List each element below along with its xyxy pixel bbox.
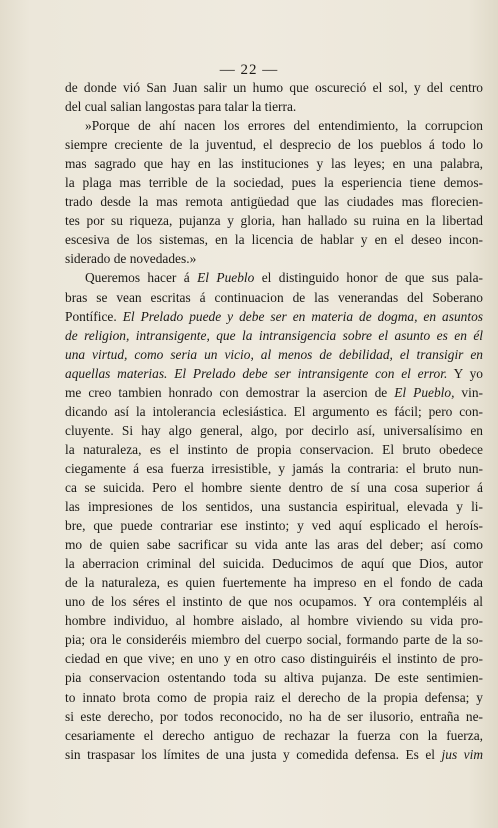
text-line — [65, 573, 483, 592]
text-line — [65, 478, 483, 497]
text-run: el distinguido honor de que sus pala- — [254, 270, 483, 286]
text-line — [65, 307, 483, 326]
page-number: — 22 — — [219, 62, 279, 78]
text-line — [65, 707, 483, 726]
text-line — [65, 611, 483, 630]
text-run: mo de quien sabe sacrificar su vida ante las aras del deber; así como — [65, 537, 483, 553]
text-line — [65, 516, 483, 535]
text-run: de donde vió San Juan salir un humo que oscureció el sol, y del centro — [65, 80, 483, 95]
text-run: las impresiones de los sentidos, una sustancia espiritual, elevada y li- — [65, 499, 483, 515]
text-run: Y yo — [447, 365, 483, 381]
italic-text: El Pueblo — [197, 270, 255, 286]
text-run: to innato brota como de propia raiz el derecho de la propia defensa; y — [65, 689, 483, 705]
text-line — [65, 383, 483, 402]
text-line — [65, 192, 483, 211]
text-line — [65, 402, 483, 421]
body-text — [65, 78, 483, 764]
text-run: me creo tambien honrado con demostrar la asercion de — [65, 384, 395, 400]
italic-text: aquellas materias. El Prelado debe ser intransigente con el error. — [65, 365, 448, 381]
text-line — [65, 535, 483, 554]
text-line — [65, 345, 483, 364]
text-run: pia; ora le consideréis miembro del cuerpo social, formando parte de la so- — [65, 632, 483, 648]
text-line — [65, 135, 483, 154]
text-line — [65, 364, 483, 383]
text-run: trado desde la mas remota antigüedad que las ciudades mas florecien- — [65, 194, 483, 210]
text-run: vin- — [454, 384, 483, 400]
text-run: ca se suicida. Pero el hombre siente dentro de sí una cosa superior á — [65, 479, 483, 495]
text-line — [65, 268, 483, 287]
text-line — [65, 154, 483, 173]
text-run: tes por su riqueza, pujanza y gloria, han hallado su ruina en la libertad — [65, 213, 483, 229]
text-line — [65, 592, 483, 611]
text-line — [65, 326, 483, 345]
text-line — [65, 497, 483, 516]
italic-text: de religion, intransigente, que la intransigencia sobre el asunto es en él — [65, 327, 483, 343]
text-line — [65, 440, 483, 459]
text-run: hombre individuo, al hombre aislado, al hombre viviendo su vida pro- — [65, 613, 483, 629]
text-run: mas sagrado que hay en las instituciones y las leyes; en una palabra, — [65, 156, 483, 172]
text-line — [65, 745, 483, 764]
text-line — [65, 173, 483, 192]
text-run: del cual salian langostas para talar la tierra. — [65, 99, 297, 115]
text-line — [65, 97, 483, 116]
text-run: bras se vean escritas á continuacion de las venerandas del Soberano — [65, 289, 483, 305]
text-line — [65, 649, 483, 668]
text-line — [65, 116, 483, 135]
text-run: la aberracion criminal del suicida. Deducimos de aquí que Dios, autor — [65, 556, 483, 572]
text-line — [65, 230, 483, 249]
text-run: si este derecho, por todos reconocido, no ha de ser ilusorio, entraña ne- — [65, 708, 483, 724]
text-line — [65, 554, 483, 573]
text-line — [65, 668, 483, 687]
text-line — [65, 630, 483, 649]
text-run: siderado de novedades.» — [65, 251, 197, 267]
text-run: ciedad en que vive; en uno y en otro caso distinguiréis el instinto de pro- — [65, 651, 483, 667]
text-line — [65, 459, 483, 478]
text-run: uno de los séres el instinto de que nos ocupamos. Y ora contempléis al — [65, 594, 483, 610]
text-run: dicando así la intolerancia eclesiástica. El argumento es fácil; pero con- — [65, 403, 483, 419]
text-run: sin traspasar los límites de una justa y comedida defensa. Es el — [65, 746, 442, 762]
text-run: cesariamente el derecho antiguo de rechazar la fuerza con la fuerza, — [65, 727, 483, 743]
text-run: Queremos hacer á — [85, 270, 198, 286]
text-run: cluyente. Si hay algo general, algo, por decirlo así, universalísimo en — [65, 422, 483, 438]
text-line — [65, 249, 483, 268]
text-run: siempre creciente de la juventud, el desprecio de los pueblos á todo lo — [65, 137, 483, 153]
text-line — [65, 726, 483, 745]
text-line — [65, 288, 483, 307]
text-run: bre, que puede contrariar ese instinto; y ved aquí esplicado el heroís- — [65, 518, 483, 534]
text-line — [65, 688, 483, 707]
text-run: la plaga mas terrible de la sociedad, pues la esperiencia tiene demos- — [65, 175, 483, 191]
text-line — [65, 211, 483, 230]
italic-text: El Prelado puede y debe ser en materia de dogma, en asuntos — [122, 308, 483, 324]
text-run: Pontífice. — [65, 308, 123, 324]
text-line — [65, 421, 483, 440]
text-line — [65, 78, 483, 97]
text-run: escesiva de los sistemas, en la licencia de hablar y en el deseo incon- — [65, 232, 483, 248]
italic-text: una virtud, como seria un vicio, al menos de debilidad, el transigir en — [65, 346, 483, 362]
italic-text: jus vim — [441, 746, 483, 762]
italic-text: El Pueblo, — [394, 384, 455, 400]
text-run: ciegamente á esa fuerza irresistible, y jamás la contraria: el bruto nun- — [65, 460, 483, 476]
text-run: de la naturaleza, es quien fuertemente ha impreso en el fondo de cada — [65, 575, 483, 591]
text-run: pia conservacion ostentando toda su altiva pujanza. De este sentimien- — [65, 670, 483, 686]
text-run: »Porque de ahí nacen los errores del entendimiento, la corrupcion — [85, 118, 483, 134]
text-run: la naturaleza, es el instinto de propia conservacion. El bruto obedece — [65, 441, 483, 457]
